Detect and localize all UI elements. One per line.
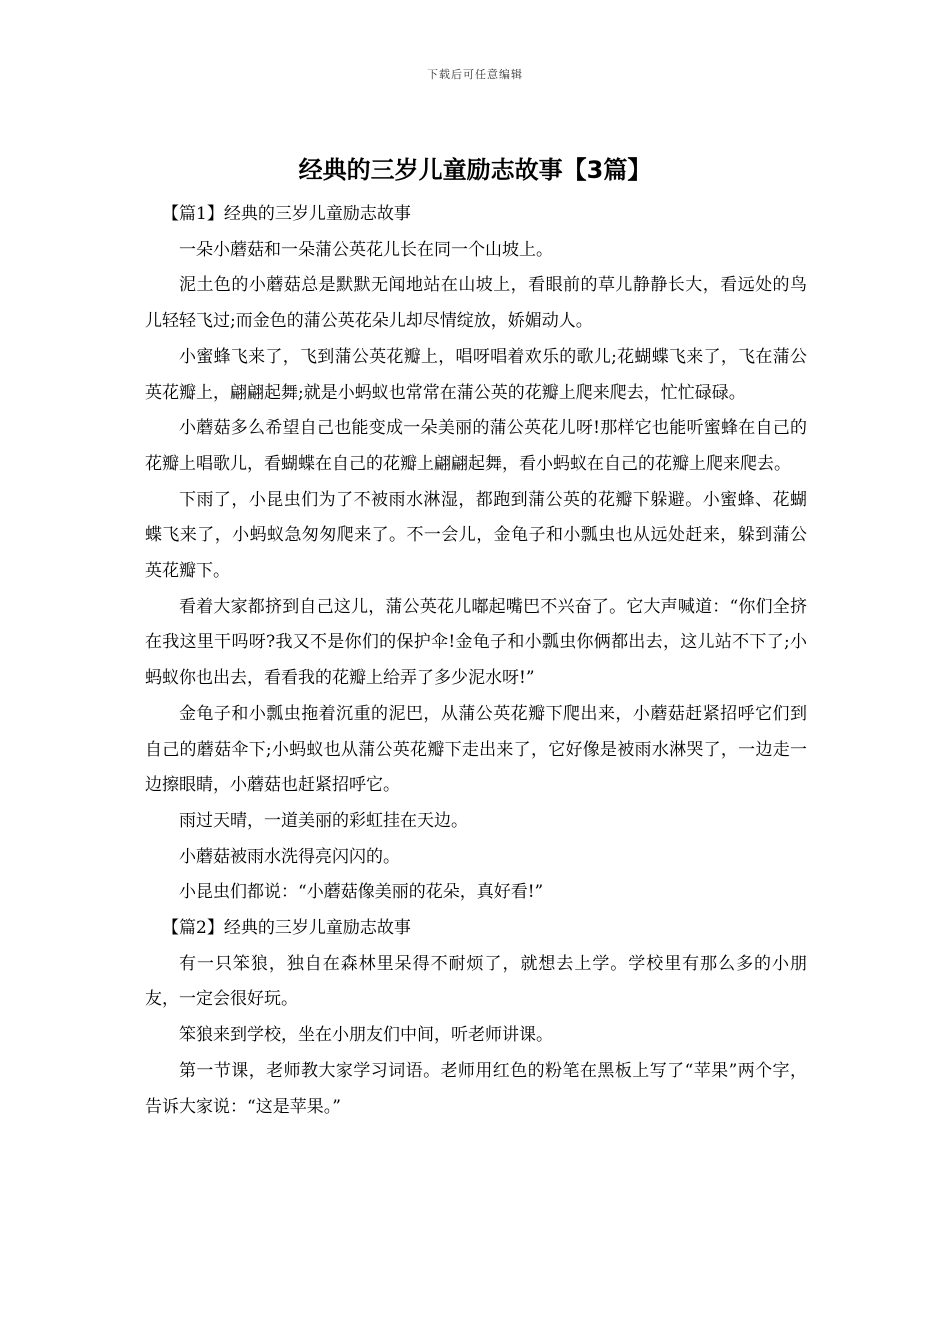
document-body bbox=[145, 197, 807, 1125]
paragraph: 下雨了，小昆虫们为了不被雨水淋湿，都跑到蒲公英的花瓣下躲避。小蜜蜂、花蝴蝶飞来了，小蚂蚁急匆匆爬来了。不一会儿，金龟子和小瓢虫也从远处赶来，躲到蒲公英花瓣下。 bbox=[145, 489, 807, 582]
paragraph: 金龟子和小瓢虫拖着沉重的泥巴，从蒲公英花瓣下爬出来，小蘑菇赶紧招呼它们到自己的蘑菇伞下;小蚂蚁也从蒲公英花瓣下走出来了，它好像是被雨水淋哭了，一边走一边擦眼睛，小蘑菇也赶紧招呼它。 bbox=[145, 703, 807, 796]
document-title: 经典的三岁儿童励志故事【3篇】 bbox=[298, 156, 652, 184]
paragraph: 小昆虫们都说：“小蘑菇像美丽的花朵，真好看!” bbox=[179, 882, 544, 903]
paragraph: 雨过天晴，一道美丽的彩虹挂在天边。 bbox=[179, 810, 468, 831]
paragraph: 看着大家都挤到自己这儿，蒲公英花儿嘟起嘴巴不兴奋了。它大声喊道：“你们全挤在我这里干吗呀?我又不是你们的保护伞!金龟子和小瓢虫你俩都出去，这儿站不下了;小蚂蚁你也出去，看看我的花瓣上给弄了多少泥水呀!” bbox=[145, 596, 807, 689]
section-heading: 【篇1】经典的三岁儿童励志故事 bbox=[162, 204, 411, 224]
paragraph: 一朵小蘑菇和一朵蒲公英花儿长在同一个山坡上。 bbox=[179, 239, 553, 260]
paragraph: 小蜜蜂飞来了，飞到蒲公英花瓣上，唱呀唱着欢乐的歌儿;花蝴蝶飞来了，飞在蒲公英花瓣上，翩翩起舞;就是小蚂蚁也常常在蒲公英的花瓣上爬来爬去，忙忙碌碌。 bbox=[145, 346, 807, 403]
section-heading: 【篇2】经典的三岁儿童励志故事 bbox=[162, 918, 411, 939]
paragraph: 小蘑菇多么希望自己也能变成一朵美丽的蒲公英花儿呀!那样它也能听蜜蜂在自己的花瓣上唱歌儿，看蝴蝶在自己的花瓣上翩翩起舞，看小蚂蚁在自己的花瓣上爬来爬去。 bbox=[145, 418, 807, 474]
paragraph: 笨狼来到学校，坐在小朋友们中间，听老师讲课。 bbox=[179, 1025, 553, 1046]
paragraph: 泥土色的小蘑菇总是默默无闻地站在山坡上，看眼前的草儿静静长大，看远处的鸟儿轻轻飞过;而金色的蒲公英花朵儿却尽情绽放，娇媚动人。 bbox=[145, 275, 807, 332]
paragraph: 小蘑菇被雨水洗得亮闪闪的。 bbox=[179, 846, 400, 867]
header-note: 下载后可任意编辑 bbox=[427, 68, 523, 81]
paragraph: 第一节课，老师教大家学习词语。老师用红色的粉笔在黑板上写了“苹果”两个字，告诉大家说：“这是苹果。” bbox=[145, 1060, 807, 1117]
paragraph: 有一只笨狼，独自在森林里呆得不耐烦了，就想去上学。学校里有那么多的小朋友，一定会很好玩。 bbox=[145, 953, 807, 1010]
